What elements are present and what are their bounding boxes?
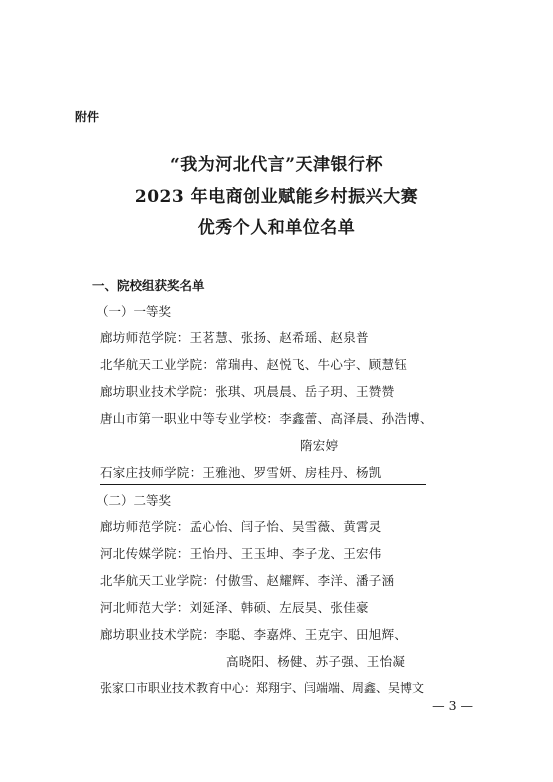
winner-row: 廊坊职业技术学院：李聪、李嘉烨、王克宇、田旭辉、 — [100, 627, 408, 642]
winner-row: 廊坊职业技术学院：张琪、巩晨晨、岳子玥、王赞赞 — [100, 384, 395, 399]
section-heading-college: 一、院校组获奖名单 — [92, 278, 205, 293]
winner-row-continuation: 高晓阳、杨健、苏子强、王怡凝 — [226, 654, 406, 669]
attachment-label: 附件 — [75, 110, 100, 124]
page-number: — 3 — — [432, 698, 473, 713]
prize-heading-second: （二）二等奖 — [96, 493, 172, 508]
winner-row: 张家口市职业技术教育中心：郑翔宇、闫端端、周鑫、吴博文 — [100, 681, 425, 695]
winner-row: 廊坊师范学院：孟心怡、闫子怡、吴雪薇、黄霄灵 — [100, 519, 382, 534]
text-underline-divider — [100, 484, 426, 485]
winner-row: 北华航天工业学院：付傲雪、赵耀辉、李洋、潘子涵 — [100, 573, 395, 588]
winner-row: 北华航天工业学院：常瑞冉、赵悦飞、牛心宇、顾慧钰 — [100, 357, 408, 372]
winner-row-continuation: 隋宏婷 — [300, 438, 339, 453]
winner-row: 廊坊师范学院：王茗慧、张扬、赵希瑶、赵泉普 — [100, 330, 369, 345]
title-line-1: “我为河北代言”天津银行杯 — [169, 155, 384, 175]
winner-row: 河北师范大学：刘延泽、韩硕、左辰昊、张佳豪 — [100, 600, 369, 615]
title-line-3: 优秀个人和单位名单 — [197, 218, 356, 238]
winner-row: 唐山市第一职业中等专业学校：李鑫蕾、高泽晨、孙浩博、 — [100, 411, 433, 426]
winner-row: 石家庄技师学院：王雅池、罗雪妍、房桂丹、杨凯 — [100, 465, 382, 480]
prize-heading-first: （一）一等奖 — [96, 304, 172, 319]
winner-row: 河北传媒学院：王怡丹、王玉坤、李子龙、王宏伟 — [100, 546, 382, 561]
title-line-2: 2023 年电商创业赋能乡村振兴大赛 — [134, 187, 419, 207]
